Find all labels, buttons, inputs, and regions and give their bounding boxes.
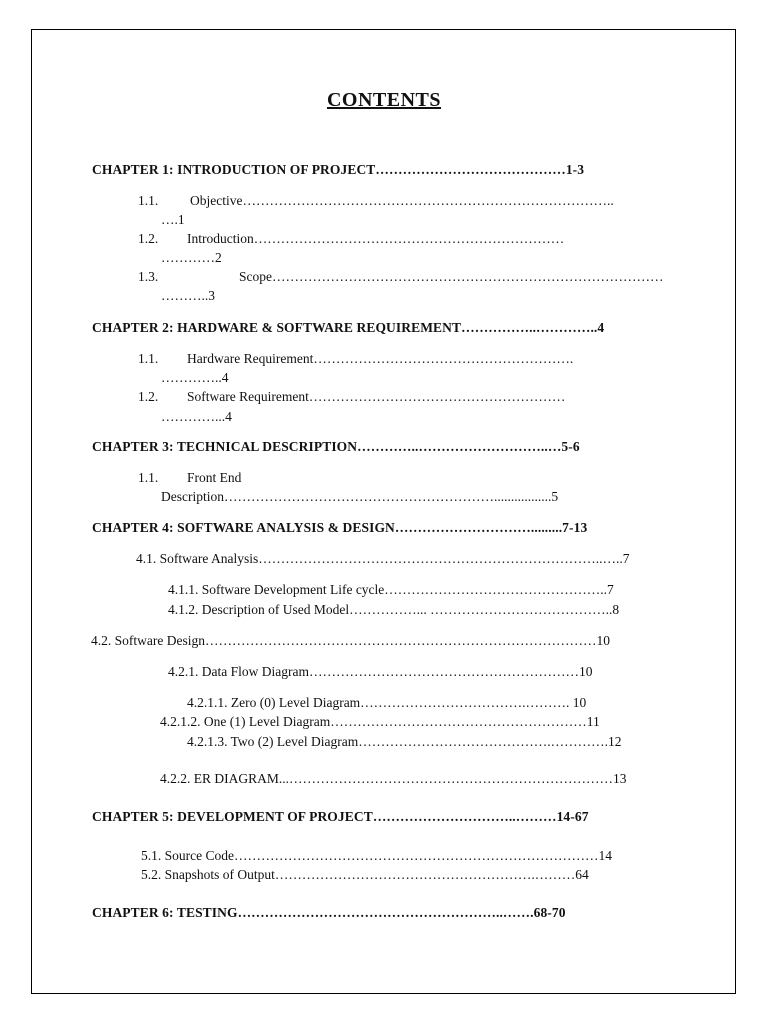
toc-2-1-text: Hardware Requirement…………………………………………………. <box>187 351 574 366</box>
toc-1-3-text: Scope…………………………………………………………………………… <box>239 269 664 284</box>
toc-4-1-1: 4.1.1. Software Development Life cycle…………………………………………..7 <box>168 582 614 597</box>
toc-2-2-text: Software Requirement………………………………………………… <box>187 389 566 404</box>
toc-2-2-page: …………...4 <box>161 409 232 424</box>
toc-1-1-text: Objective……………………………………………………………………….. <box>190 193 614 208</box>
toc-4-2-1: 4.2.1. Data Flow Diagram……………………………………………………10 <box>168 664 593 679</box>
toc-1-1-number: 1.1. <box>138 193 159 208</box>
toc-4-2-1-1: 4.2.1.1. Zero (0) Level Diagram……………………………….………. 10 <box>187 695 587 710</box>
toc-2-2-number: 1.2. <box>138 389 159 404</box>
toc-3-1-page: Description…………………………………………………….................5 <box>161 489 559 504</box>
chapter-6-heading: CHAPTER 6: TESTING…………………………………………………..…….68-70 <box>92 905 566 920</box>
toc-4-2-1-3: 4.2.1.3. Two (2) Level Diagram…………………………………….………….12 <box>187 734 622 749</box>
toc-1-2-page: …………2 <box>161 250 222 265</box>
toc-4-2-1-2: 4.2.1.2. One (1) Level Diagram…………………………………………………11 <box>160 714 600 729</box>
toc-4-2-2: 4.2.2. ER DIAGRAM...………………………………………………………………13 <box>160 771 627 786</box>
toc-2-1-page: …………..4 <box>161 370 229 385</box>
toc-5-1: 5.1. Source Code………………………………………………………………………14 <box>141 848 612 863</box>
page-title: CONTENTS <box>326 89 442 111</box>
toc-1-3-number: 1.3. <box>138 269 159 284</box>
chapter-2-heading: CHAPTER 2: HARDWARE & SOFTWARE REQUIREMENT……………..…………..4 <box>92 320 605 335</box>
toc-2-1-number: 1.1. <box>138 351 159 366</box>
toc-1-3-page: ………..3 <box>161 288 215 303</box>
toc-3-1-number: 1.1. <box>138 470 159 485</box>
chapter-5-heading: CHAPTER 5: DEVELOPMENT OF PROJECT…………………………..………14-67 <box>92 809 589 824</box>
chapter-4-heading: CHAPTER 4: SOFTWARE ANALYSIS & DESIGN………………………….........7-13 <box>92 520 588 535</box>
toc-4-1: 4.1. Software Analysis…………………………………………………………………..…..7 <box>136 551 630 566</box>
toc-4-2: 4.2. Software Design……………………………………………………………………………10 <box>91 633 610 648</box>
chapter-1-heading: CHAPTER 1: INTRODUCTION OF PROJECT……………………………………1-3 <box>92 162 585 177</box>
chapter-3-heading: CHAPTER 3: TECHNICAL DESCRIPTION…………..………………………..…5-6 <box>92 439 580 454</box>
toc-3-1-text: Front End <box>187 470 242 485</box>
toc-1-2-number: 1.2. <box>138 231 159 246</box>
toc-5-2: 5.2. Snapshots of Output………………………………………………….………64 <box>141 867 589 882</box>
toc-1-2-text: Introduction…………………………………………………………… <box>187 231 565 246</box>
toc-4-1-2: 4.1.2. Description of Used Model……………... …………………………………..8 <box>168 602 620 617</box>
toc-1-1-page: ….1 <box>161 212 185 227</box>
